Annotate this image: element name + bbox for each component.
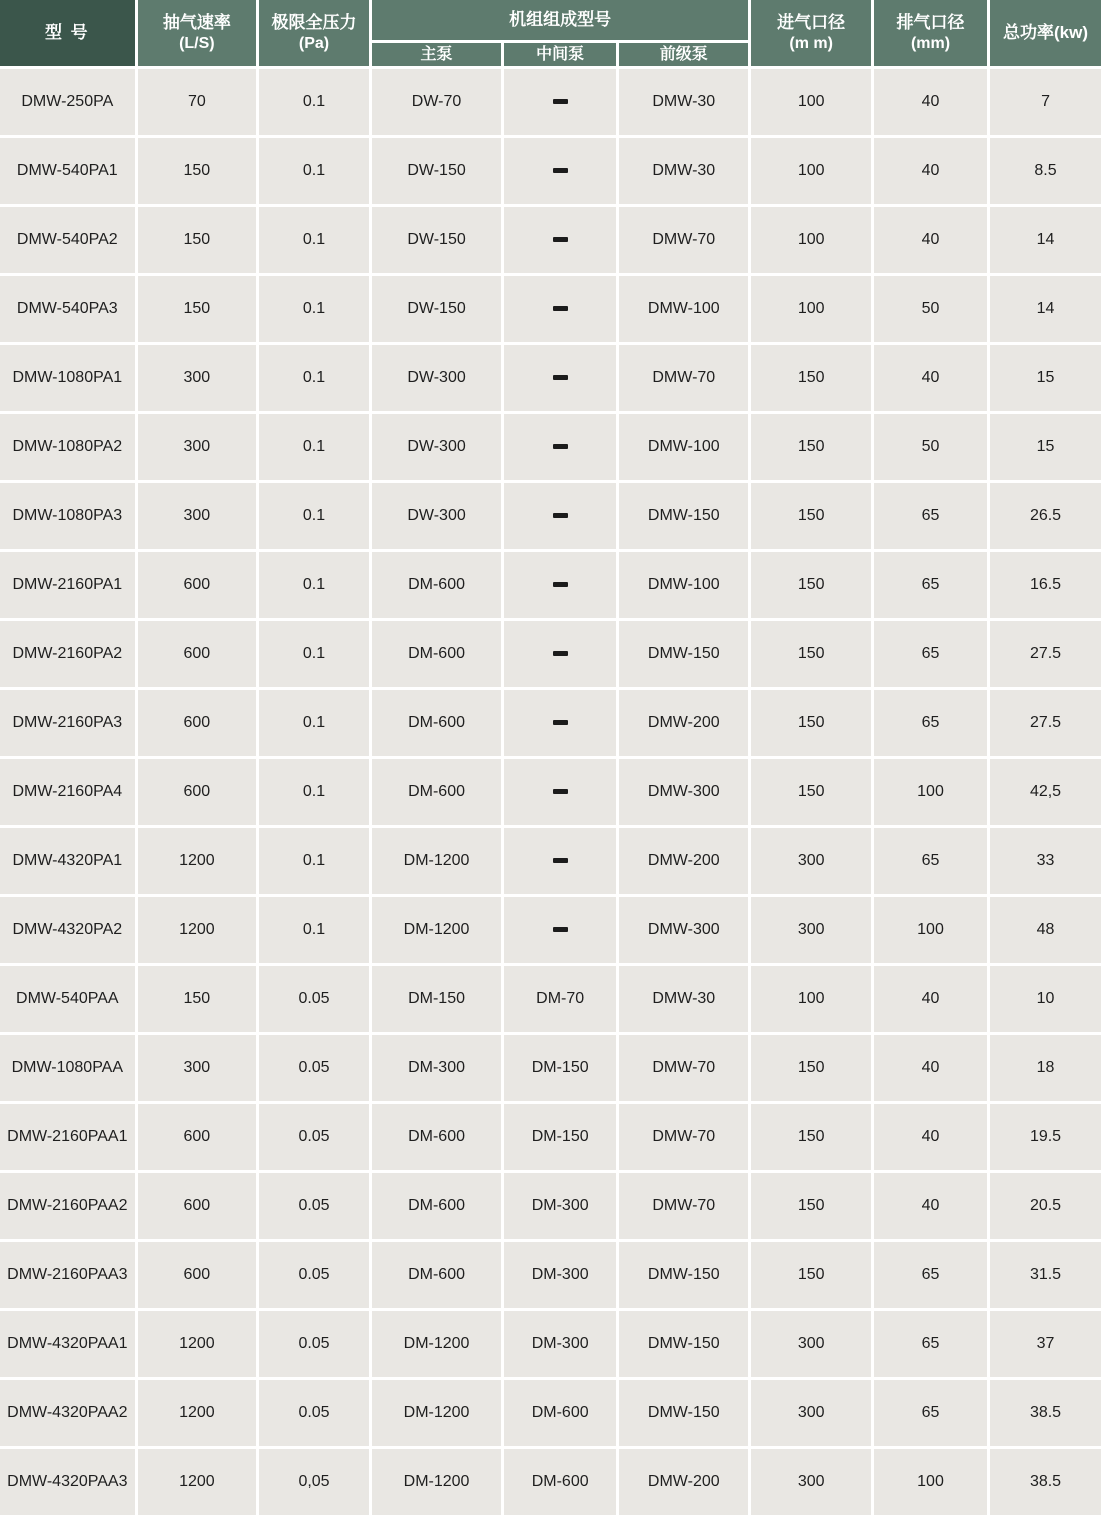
intermediate-pump-cell: DM-150 <box>504 1035 616 1101</box>
inlet-diameter-cell: 150 <box>751 759 871 825</box>
outlet-diameter-cell: 65 <box>874 690 987 756</box>
header-outlet-diameter-unit: (mm) <box>910 34 951 52</box>
model-cell: DMW-4320PAA2 <box>0 1380 135 1446</box>
ultimate-pressure-cell: 0.1 <box>259 69 369 135</box>
ultimate-pressure-cell: 0.1 <box>259 690 369 756</box>
total-power-cell: 14 <box>990 276 1101 342</box>
header-ultimate-pressure <box>259 0 369 66</box>
inlet-diameter-cell: 100 <box>751 207 871 273</box>
main-pump-cell: DM-1200 <box>372 1449 501 1515</box>
pumping-speed-cell: 600 <box>138 690 256 756</box>
total-power-cell: 15 <box>990 345 1101 411</box>
inlet-diameter-cell: 150 <box>751 621 871 687</box>
main-pump-cell: DM-600 <box>372 759 501 825</box>
total-power-cell: 31.5 <box>990 1242 1101 1308</box>
table-row <box>0 828 1101 894</box>
ultimate-pressure-cell: 0.1 <box>259 828 369 894</box>
intermediate-pump-cell <box>504 759 616 825</box>
backing-pump-cell: DMW-200 <box>619 690 748 756</box>
ultimate-pressure-cell: 0.1 <box>259 207 369 273</box>
backing-pump-cell: DMW-100 <box>619 414 748 480</box>
main-pump-cell: DM-1200 <box>372 897 501 963</box>
backing-pump-cell: DMW-70 <box>619 1104 748 1170</box>
intermediate-pump-cell: DM-300 <box>504 1311 616 1377</box>
main-pump-cell: DW-300 <box>372 483 501 549</box>
intermediate-pump-cell: DM-300 <box>504 1173 616 1239</box>
dash-placeholder <box>553 651 568 656</box>
backing-pump-cell: DMW-100 <box>619 276 748 342</box>
table-row <box>0 690 1101 756</box>
model-cell: DMW-1080PA3 <box>0 483 135 549</box>
intermediate-pump-cell: DM-150 <box>504 1104 616 1170</box>
main-pump-cell: DM-1200 <box>372 1311 501 1377</box>
intermediate-pump-cell <box>504 138 616 204</box>
model-cell: DMW-2160PA2 <box>0 621 135 687</box>
total-power-cell: 7 <box>990 69 1101 135</box>
dash-placeholder <box>553 858 568 863</box>
total-power-cell: 19.5 <box>990 1104 1101 1170</box>
ultimate-pressure-cell: 0,05 <box>259 1449 369 1515</box>
intermediate-pump-cell <box>504 414 616 480</box>
header-total-power <box>990 0 1101 66</box>
total-power-cell: 16.5 <box>990 552 1101 618</box>
total-power-cell: 27.5 <box>990 621 1101 687</box>
dash-placeholder <box>553 375 568 380</box>
ultimate-pressure-cell: 0.1 <box>259 759 369 825</box>
intermediate-pump-cell: DM-600 <box>504 1449 616 1515</box>
header-main-pump-label: 主泵 <box>420 45 453 63</box>
ultimate-pressure-cell: 0.1 <box>259 897 369 963</box>
backing-pump-cell: DMW-30 <box>619 966 748 1032</box>
pumping-speed-cell: 150 <box>138 966 256 1032</box>
dash-placeholder <box>553 720 568 725</box>
table-row <box>0 138 1101 204</box>
pumping-speed-cell: 150 <box>138 276 256 342</box>
pumping-speed-cell: 150 <box>138 138 256 204</box>
inlet-diameter-cell: 150 <box>751 1173 871 1239</box>
total-power-cell: 14 <box>990 207 1101 273</box>
table-row <box>0 1380 1101 1446</box>
inlet-diameter-cell: 300 <box>751 828 871 894</box>
outlet-diameter-cell: 40 <box>874 69 987 135</box>
intermediate-pump-cell <box>504 207 616 273</box>
header-main-pump <box>372 43 501 66</box>
outlet-diameter-cell: 65 <box>874 828 987 894</box>
outlet-diameter-cell: 40 <box>874 966 987 1032</box>
model-cell: DMW-4320PAA3 <box>0 1449 135 1515</box>
total-power-cell: 20.5 <box>990 1173 1101 1239</box>
header-unit-composition-label: 机组组成型号 <box>509 10 612 30</box>
outlet-diameter-cell: 65 <box>874 1380 987 1446</box>
total-power-cell: 10 <box>990 966 1101 1032</box>
pumping-speed-cell: 600 <box>138 759 256 825</box>
dash-placeholder <box>553 99 568 104</box>
dash-placeholder <box>553 513 568 518</box>
header-intermediate-pump-label: 中间泵 <box>536 45 585 63</box>
outlet-diameter-cell: 65 <box>874 1311 987 1377</box>
header-outlet-diameter <box>874 0 987 66</box>
model-cell: DMW-540PAA <box>0 966 135 1032</box>
model-cell: DMW-2160PA3 <box>0 690 135 756</box>
model-cell: DMW-2160PAA3 <box>0 1242 135 1308</box>
inlet-diameter-cell: 150 <box>751 690 871 756</box>
outlet-diameter-cell: 40 <box>874 1173 987 1239</box>
pumping-speed-cell: 300 <box>138 1035 256 1101</box>
header-inlet-diameter-label: 进气口径 <box>777 13 846 33</box>
main-pump-cell: DM-150 <box>372 966 501 1032</box>
backing-pump-cell: DMW-30 <box>619 69 748 135</box>
table-row <box>0 897 1101 963</box>
ultimate-pressure-cell: 0.1 <box>259 621 369 687</box>
intermediate-pump-cell <box>504 276 616 342</box>
intermediate-pump-cell <box>504 345 616 411</box>
header-ultimate-pressure-unit: (Pa) <box>298 34 330 52</box>
main-pump-cell: DM-1200 <box>372 1380 501 1446</box>
backing-pump-cell: DMW-70 <box>619 1173 748 1239</box>
backing-pump-cell: DMW-150 <box>619 1242 748 1308</box>
table-row <box>0 552 1101 618</box>
outlet-diameter-cell: 40 <box>874 345 987 411</box>
outlet-diameter-cell: 65 <box>874 1242 987 1308</box>
pumping-speed-cell: 1200 <box>138 1311 256 1377</box>
pumping-speed-cell: 600 <box>138 621 256 687</box>
main-pump-cell: DM-600 <box>372 1242 501 1308</box>
ultimate-pressure-cell: 0.05 <box>259 1311 369 1377</box>
inlet-diameter-cell: 150 <box>751 1104 871 1170</box>
model-cell: DMW-4320PAA1 <box>0 1311 135 1377</box>
main-pump-cell: DM-600 <box>372 1104 501 1170</box>
inlet-diameter-cell: 150 <box>751 414 871 480</box>
inlet-diameter-cell: 150 <box>751 483 871 549</box>
header-inlet-diameter-unit: (m m) <box>789 34 833 52</box>
main-pump-cell: DW-150 <box>372 276 501 342</box>
table-row <box>0 207 1101 273</box>
intermediate-pump-cell <box>504 897 616 963</box>
main-pump-cell: DM-1200 <box>372 828 501 894</box>
header-backing-pump-label: 前级泵 <box>659 45 708 63</box>
dash-placeholder <box>553 582 568 587</box>
table-row <box>0 1311 1101 1377</box>
model-cell: DMW-2160PAA2 <box>0 1173 135 1239</box>
pumping-speed-cell: 600 <box>138 1104 256 1170</box>
inlet-diameter-cell: 300 <box>751 1449 871 1515</box>
main-pump-cell: DW-300 <box>372 414 501 480</box>
header-inlet-diameter <box>751 0 871 66</box>
ultimate-pressure-cell: 0.05 <box>259 1173 369 1239</box>
inlet-diameter-cell: 300 <box>751 1380 871 1446</box>
outlet-diameter-cell: 40 <box>874 1035 987 1101</box>
table-row <box>0 1449 1101 1515</box>
pumping-speed-cell: 1200 <box>138 828 256 894</box>
outlet-diameter-cell: 65 <box>874 552 987 618</box>
model-cell: DMW-1080PA2 <box>0 414 135 480</box>
table-row <box>0 345 1101 411</box>
main-pump-cell: DW-150 <box>372 207 501 273</box>
dash-placeholder <box>553 306 568 311</box>
inlet-diameter-cell: 150 <box>751 1035 871 1101</box>
model-cell: DMW-1080PA1 <box>0 345 135 411</box>
dash-placeholder <box>553 237 568 242</box>
ultimate-pressure-cell: 0.1 <box>259 345 369 411</box>
outlet-diameter-cell: 65 <box>874 483 987 549</box>
backing-pump-cell: DMW-70 <box>619 207 748 273</box>
table-row <box>0 1242 1101 1308</box>
total-power-cell: 8.5 <box>990 138 1101 204</box>
outlet-diameter-cell: 40 <box>874 1104 987 1170</box>
header-pumping-speed-label: 抽气速率 <box>162 13 231 33</box>
ultimate-pressure-cell: 0.05 <box>259 1380 369 1446</box>
dash-placeholder <box>553 789 568 794</box>
total-power-cell: 48 <box>990 897 1101 963</box>
backing-pump-cell: DMW-300 <box>619 759 748 825</box>
outlet-diameter-cell: 65 <box>874 621 987 687</box>
table-row <box>0 759 1101 825</box>
backing-pump-cell: DMW-150 <box>619 483 748 549</box>
backing-pump-cell: DMW-30 <box>619 138 748 204</box>
total-power-cell: 18 <box>990 1035 1101 1101</box>
pumping-speed-cell: 1200 <box>138 897 256 963</box>
pumping-speed-cell: 1200 <box>138 1380 256 1446</box>
model-cell: DMW-540PA3 <box>0 276 135 342</box>
main-pump-cell: DM-600 <box>372 690 501 756</box>
model-cell: DMW-2160PA1 <box>0 552 135 618</box>
backing-pump-cell: DMW-200 <box>619 828 748 894</box>
intermediate-pump-cell <box>504 690 616 756</box>
main-pump-cell: DM-600 <box>372 1173 501 1239</box>
table-row <box>0 483 1101 549</box>
inlet-diameter-cell: 100 <box>751 138 871 204</box>
header-backing-pump <box>619 43 748 66</box>
backing-pump-cell: DMW-150 <box>619 1311 748 1377</box>
ultimate-pressure-cell: 0.05 <box>259 1104 369 1170</box>
table-row <box>0 276 1101 342</box>
table-row <box>0 1173 1101 1239</box>
header-pumping-speed-unit: (L/S) <box>179 34 215 52</box>
inlet-diameter-cell: 100 <box>751 69 871 135</box>
ultimate-pressure-cell: 0.1 <box>259 483 369 549</box>
header-ultimate-pressure-label: 极限全压力 <box>271 13 357 33</box>
header-intermediate-pump <box>504 43 616 66</box>
model-cell: DMW-2160PAA1 <box>0 1104 135 1170</box>
pumping-speed-cell: 300 <box>138 483 256 549</box>
outlet-diameter-cell: 50 <box>874 276 987 342</box>
table-row <box>0 1104 1101 1170</box>
header-pumping-speed <box>138 0 256 66</box>
main-pump-cell: DM-600 <box>372 621 501 687</box>
pumping-speed-cell: 150 <box>138 207 256 273</box>
main-pump-cell: DW-150 <box>372 138 501 204</box>
table-row <box>0 966 1101 1032</box>
outlet-diameter-cell: 100 <box>874 897 987 963</box>
ultimate-pressure-cell: 0.1 <box>259 414 369 480</box>
header-unit-composition <box>372 0 748 40</box>
total-power-cell: 27.5 <box>990 690 1101 756</box>
table-header <box>0 0 1101 66</box>
intermediate-pump-cell <box>504 621 616 687</box>
intermediate-pump-cell <box>504 552 616 618</box>
outlet-diameter-cell: 40 <box>874 138 987 204</box>
dash-placeholder <box>553 927 568 932</box>
header-total-power-label: 总功率(kw) <box>1003 23 1089 43</box>
total-power-cell: 38.5 <box>990 1380 1101 1446</box>
ultimate-pressure-cell: 0.05 <box>259 966 369 1032</box>
total-power-cell: 33 <box>990 828 1101 894</box>
main-pump-cell: DM-600 <box>372 552 501 618</box>
model-cell: DMW-250PA <box>0 69 135 135</box>
inlet-diameter-cell: 150 <box>751 1242 871 1308</box>
inlet-diameter-cell: 300 <box>751 897 871 963</box>
model-cell: DMW-4320PA1 <box>0 828 135 894</box>
backing-pump-cell: DMW-150 <box>619 1380 748 1446</box>
total-power-cell: 26.5 <box>990 483 1101 549</box>
pumping-speed-cell: 600 <box>138 552 256 618</box>
outlet-diameter-cell: 50 <box>874 414 987 480</box>
backing-pump-cell: DMW-70 <box>619 1035 748 1101</box>
table-row <box>0 1035 1101 1101</box>
ultimate-pressure-cell: 0.1 <box>259 552 369 618</box>
ultimate-pressure-cell: 0.05 <box>259 1242 369 1308</box>
header-model <box>0 0 135 66</box>
main-pump-cell: DW-70 <box>372 69 501 135</box>
ultimate-pressure-cell: 0.1 <box>259 276 369 342</box>
total-power-cell: 15 <box>990 414 1101 480</box>
table-row <box>0 621 1101 687</box>
pumping-speed-cell: 600 <box>138 1173 256 1239</box>
model-cell: DMW-4320PA2 <box>0 897 135 963</box>
model-cell: DMW-540PA2 <box>0 207 135 273</box>
backing-pump-cell: DMW-300 <box>619 897 748 963</box>
main-pump-cell: DW-300 <box>372 345 501 411</box>
inlet-diameter-cell: 100 <box>751 276 871 342</box>
inlet-diameter-cell: 100 <box>751 966 871 1032</box>
main-pump-cell: DM-300 <box>372 1035 501 1101</box>
model-cell: DMW-2160PA4 <box>0 759 135 825</box>
table-row <box>0 69 1101 135</box>
intermediate-pump-cell <box>504 69 616 135</box>
table-row <box>0 414 1101 480</box>
inlet-diameter-cell: 300 <box>751 1311 871 1377</box>
outlet-diameter-cell: 40 <box>874 207 987 273</box>
pumping-speed-cell: 300 <box>138 345 256 411</box>
intermediate-pump-cell: DM-600 <box>504 1380 616 1446</box>
outlet-diameter-cell: 100 <box>874 759 987 825</box>
ultimate-pressure-cell: 0.05 <box>259 1035 369 1101</box>
model-cell: DMW-1080PAA <box>0 1035 135 1101</box>
inlet-diameter-cell: 150 <box>751 345 871 411</box>
ultimate-pressure-cell: 0.1 <box>259 138 369 204</box>
model-cell: DMW-540PA1 <box>0 138 135 204</box>
pumping-speed-cell: 70 <box>138 69 256 135</box>
total-power-cell: 38.5 <box>990 1449 1101 1515</box>
dash-placeholder <box>553 444 568 449</box>
header-model-label: 型 号 <box>44 23 90 43</box>
backing-pump-cell: DMW-100 <box>619 552 748 618</box>
intermediate-pump-cell: DM-300 <box>504 1242 616 1308</box>
total-power-cell: 42,5 <box>990 759 1101 825</box>
table-body <box>0 69 1101 1515</box>
inlet-diameter-cell: 150 <box>751 552 871 618</box>
pumping-speed-cell: 300 <box>138 414 256 480</box>
backing-pump-cell: DMW-150 <box>619 621 748 687</box>
total-power-cell: 37 <box>990 1311 1101 1377</box>
intermediate-pump-cell: DM-70 <box>504 966 616 1032</box>
intermediate-pump-cell <box>504 483 616 549</box>
backing-pump-cell: DMW-200 <box>619 1449 748 1515</box>
outlet-diameter-cell: 100 <box>874 1449 987 1515</box>
intermediate-pump-cell <box>504 828 616 894</box>
header-outlet-diameter-label: 排气口径 <box>896 13 965 33</box>
backing-pump-cell: DMW-70 <box>619 345 748 411</box>
dash-placeholder <box>553 168 568 173</box>
pumping-speed-cell: 1200 <box>138 1449 256 1515</box>
pumping-speed-cell: 600 <box>138 1242 256 1308</box>
